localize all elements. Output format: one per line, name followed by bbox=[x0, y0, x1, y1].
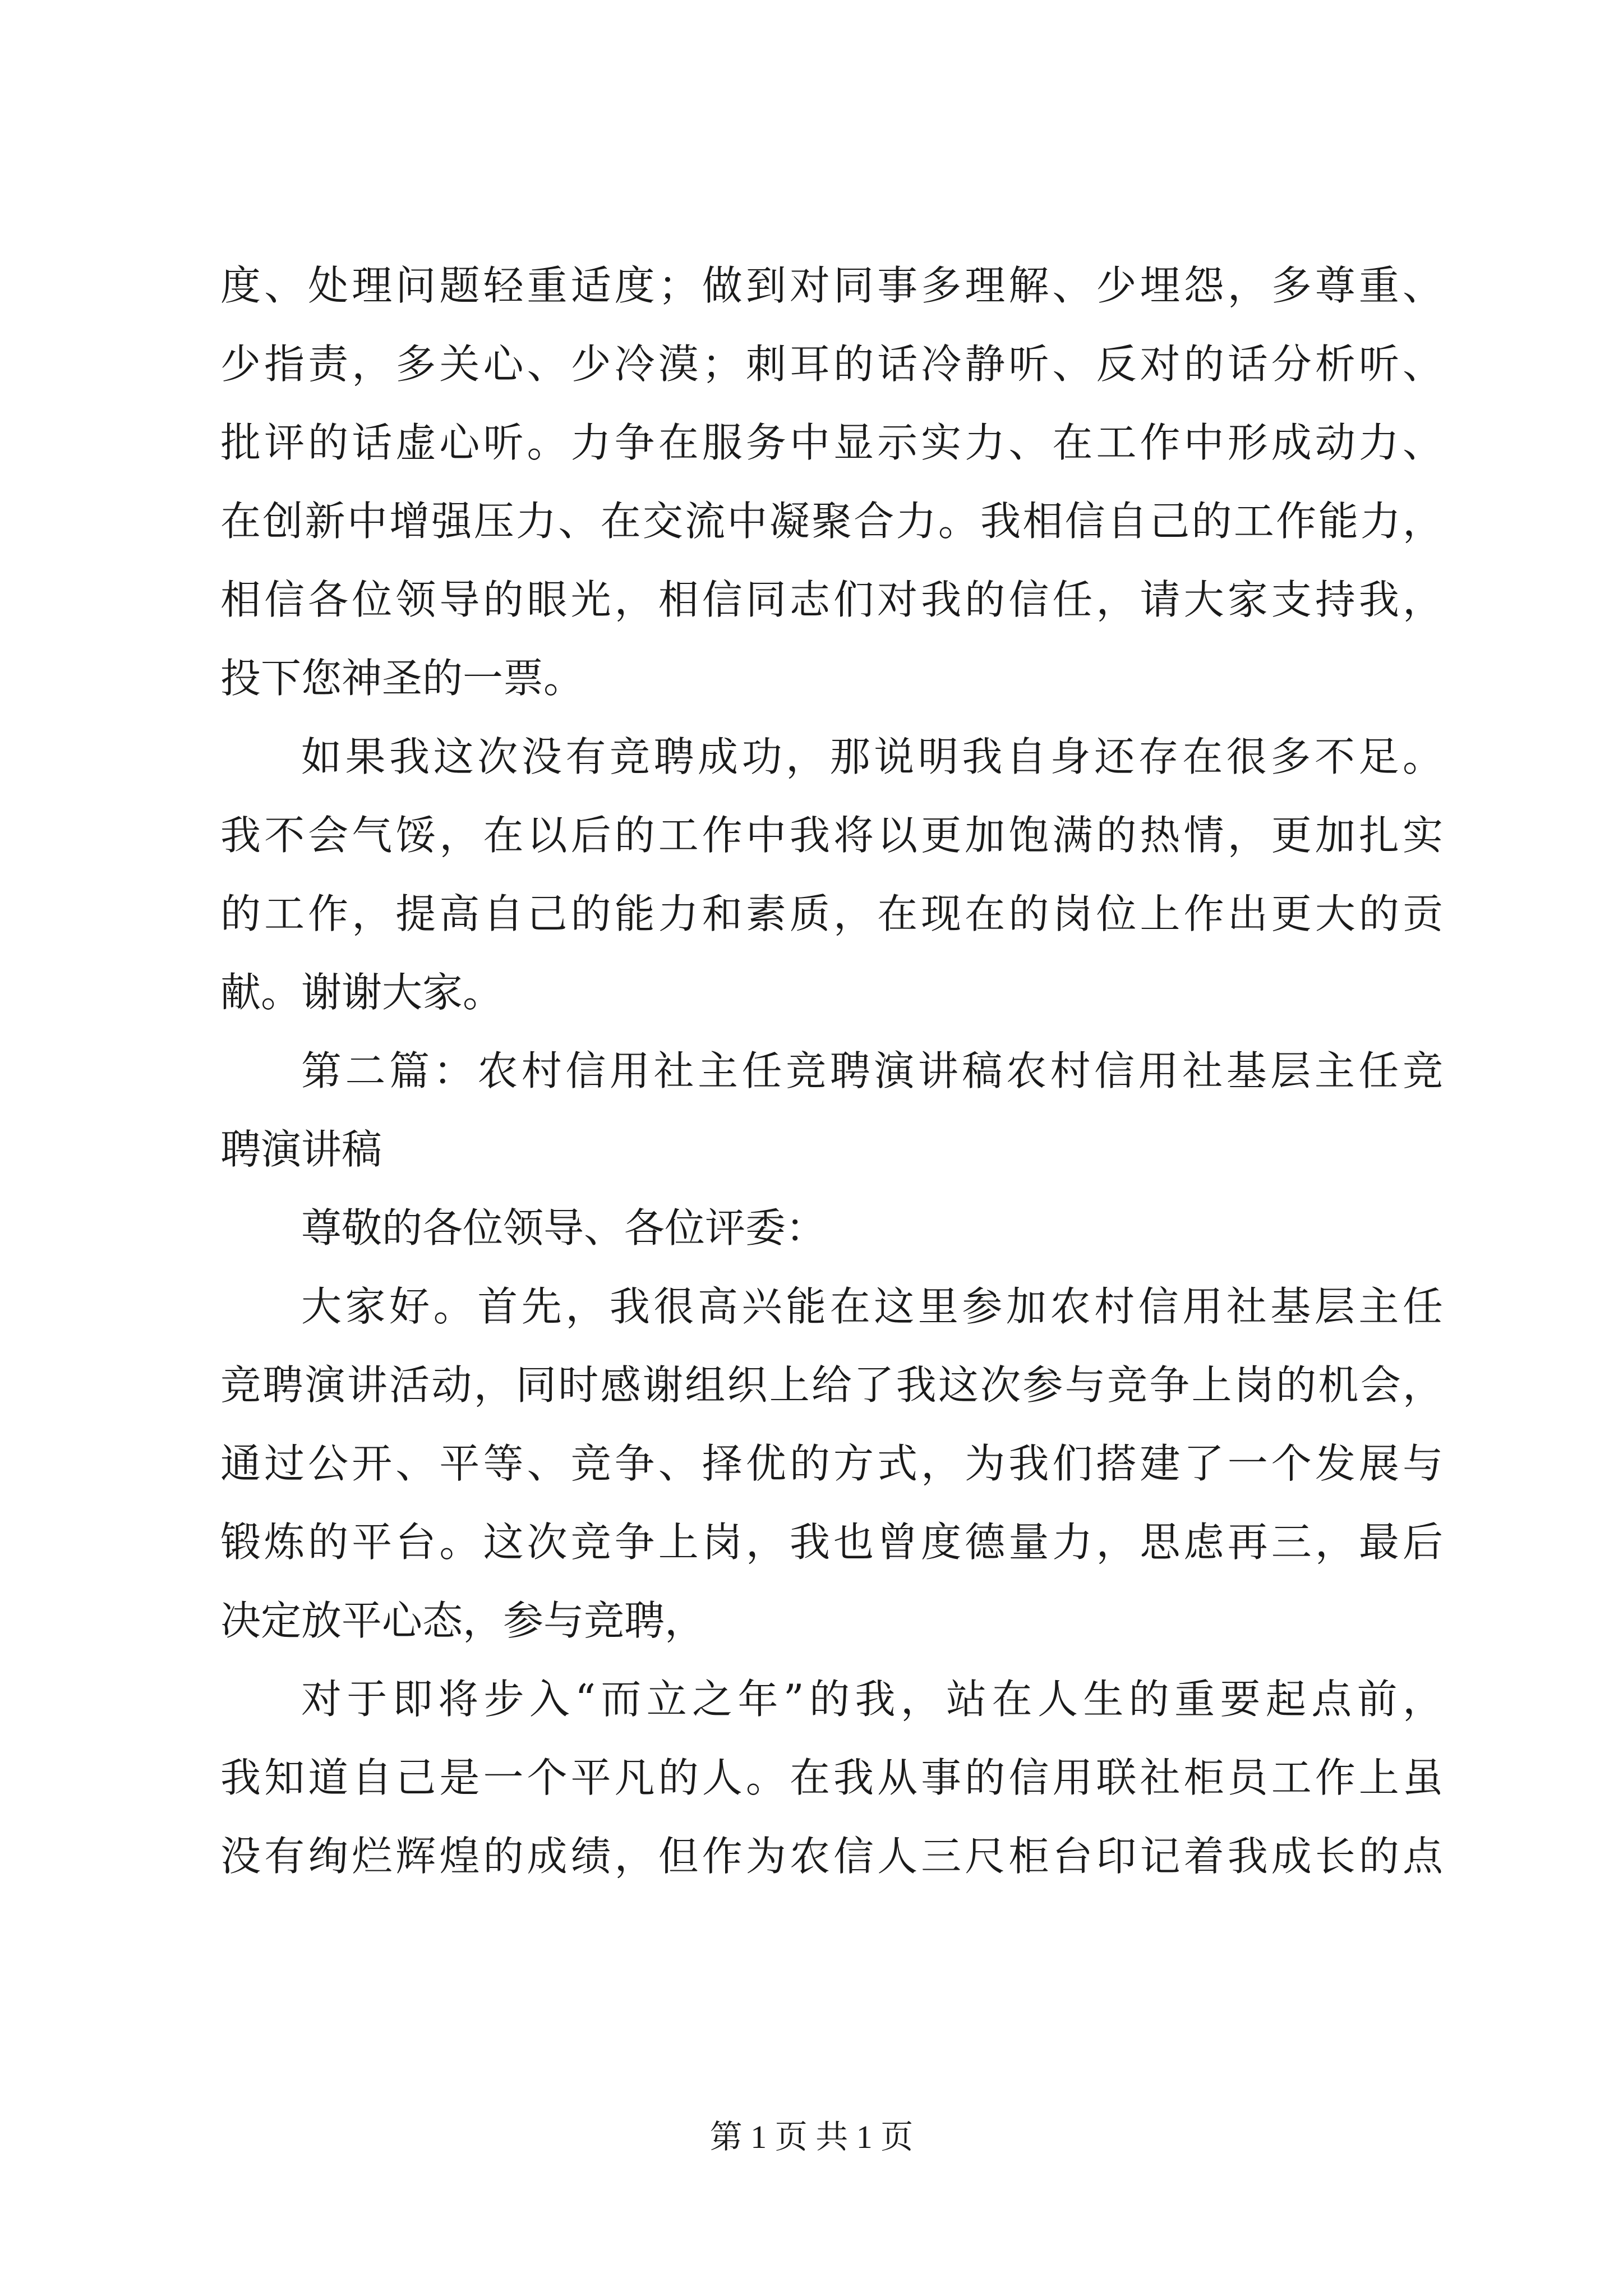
text-line: 竞聘演讲活动，同时感谢组织上给了我这次参与竞争上岗的机会， bbox=[220, 1361, 1443, 1409]
text-line: 通过公开、平等、竞争、择优的方式，为我们搭建了一个发展与 bbox=[220, 1440, 1443, 1487]
paragraph-first-line: 对于即将步入“而立之年”的我，站在人生的重要起点前， bbox=[301, 1676, 1443, 1723]
text-line: 在创新中增强压力、在交流中凝聚合力。我相信自己的工作能力， bbox=[220, 498, 1443, 545]
section-heading-line: 聘演讲稿 bbox=[220, 1126, 382, 1173]
text-line: 投下您神圣的一票。 bbox=[220, 655, 584, 702]
text-line: 没有绚烂辉煌的成绩，但作为农信人三尺柜台印记着我成长的点 bbox=[220, 1833, 1443, 1880]
page-number-footer: 第 1 页 共 1 页 bbox=[709, 2119, 914, 2155]
section-heading-line: 第二篇：农村信用社主任竞聘演讲稿农村信用社基层主任竞 bbox=[301, 1047, 1443, 1094]
salutation: 尊敬的各位领导、各位评委： bbox=[301, 1204, 827, 1251]
text-line: 少指责，多关心、少冷漠；刺耳的话冷静听、反对的话分析听、 bbox=[220, 341, 1443, 388]
text-line: 的工作，提高自己的能力和素质，在现在的岗位上作出更大的贡 bbox=[220, 890, 1443, 937]
paragraph-first-line: 如果我这次没有竞聘成功，那说明我自身还存在很多不足。 bbox=[301, 733, 1443, 780]
text-line: 我知道自己是一个平凡的人。在我从事的信用联社柜员工作上虽 bbox=[220, 1754, 1443, 1801]
text-line: 相信各位领导的眼光，相信同志们对我的信任，请大家支持我， bbox=[220, 576, 1443, 623]
text-line: 度、处理问题轻重适度；做到对同事多理解、少埋怨，多尊重、 bbox=[220, 262, 1443, 309]
text-line: 献。谢谢大家。 bbox=[220, 969, 504, 1016]
text-line: 决定放平心态，参与竞聘， bbox=[220, 1597, 706, 1644]
text-line: 我不会气馁，在以后的工作中我将以更加饱满的热情，更加扎实 bbox=[220, 812, 1443, 859]
text-line: 批评的话虚心听。力争在服务中显示实力、在工作中形成动力、 bbox=[220, 419, 1443, 466]
text-line: 锻炼的平台。这次竞争上岗，我也曾度德量力，思虑再三，最后 bbox=[220, 1519, 1443, 1566]
paragraph-first-line: 大家好。首先，我很高兴能在这里参加农村信用社基层主任 bbox=[301, 1283, 1443, 1330]
